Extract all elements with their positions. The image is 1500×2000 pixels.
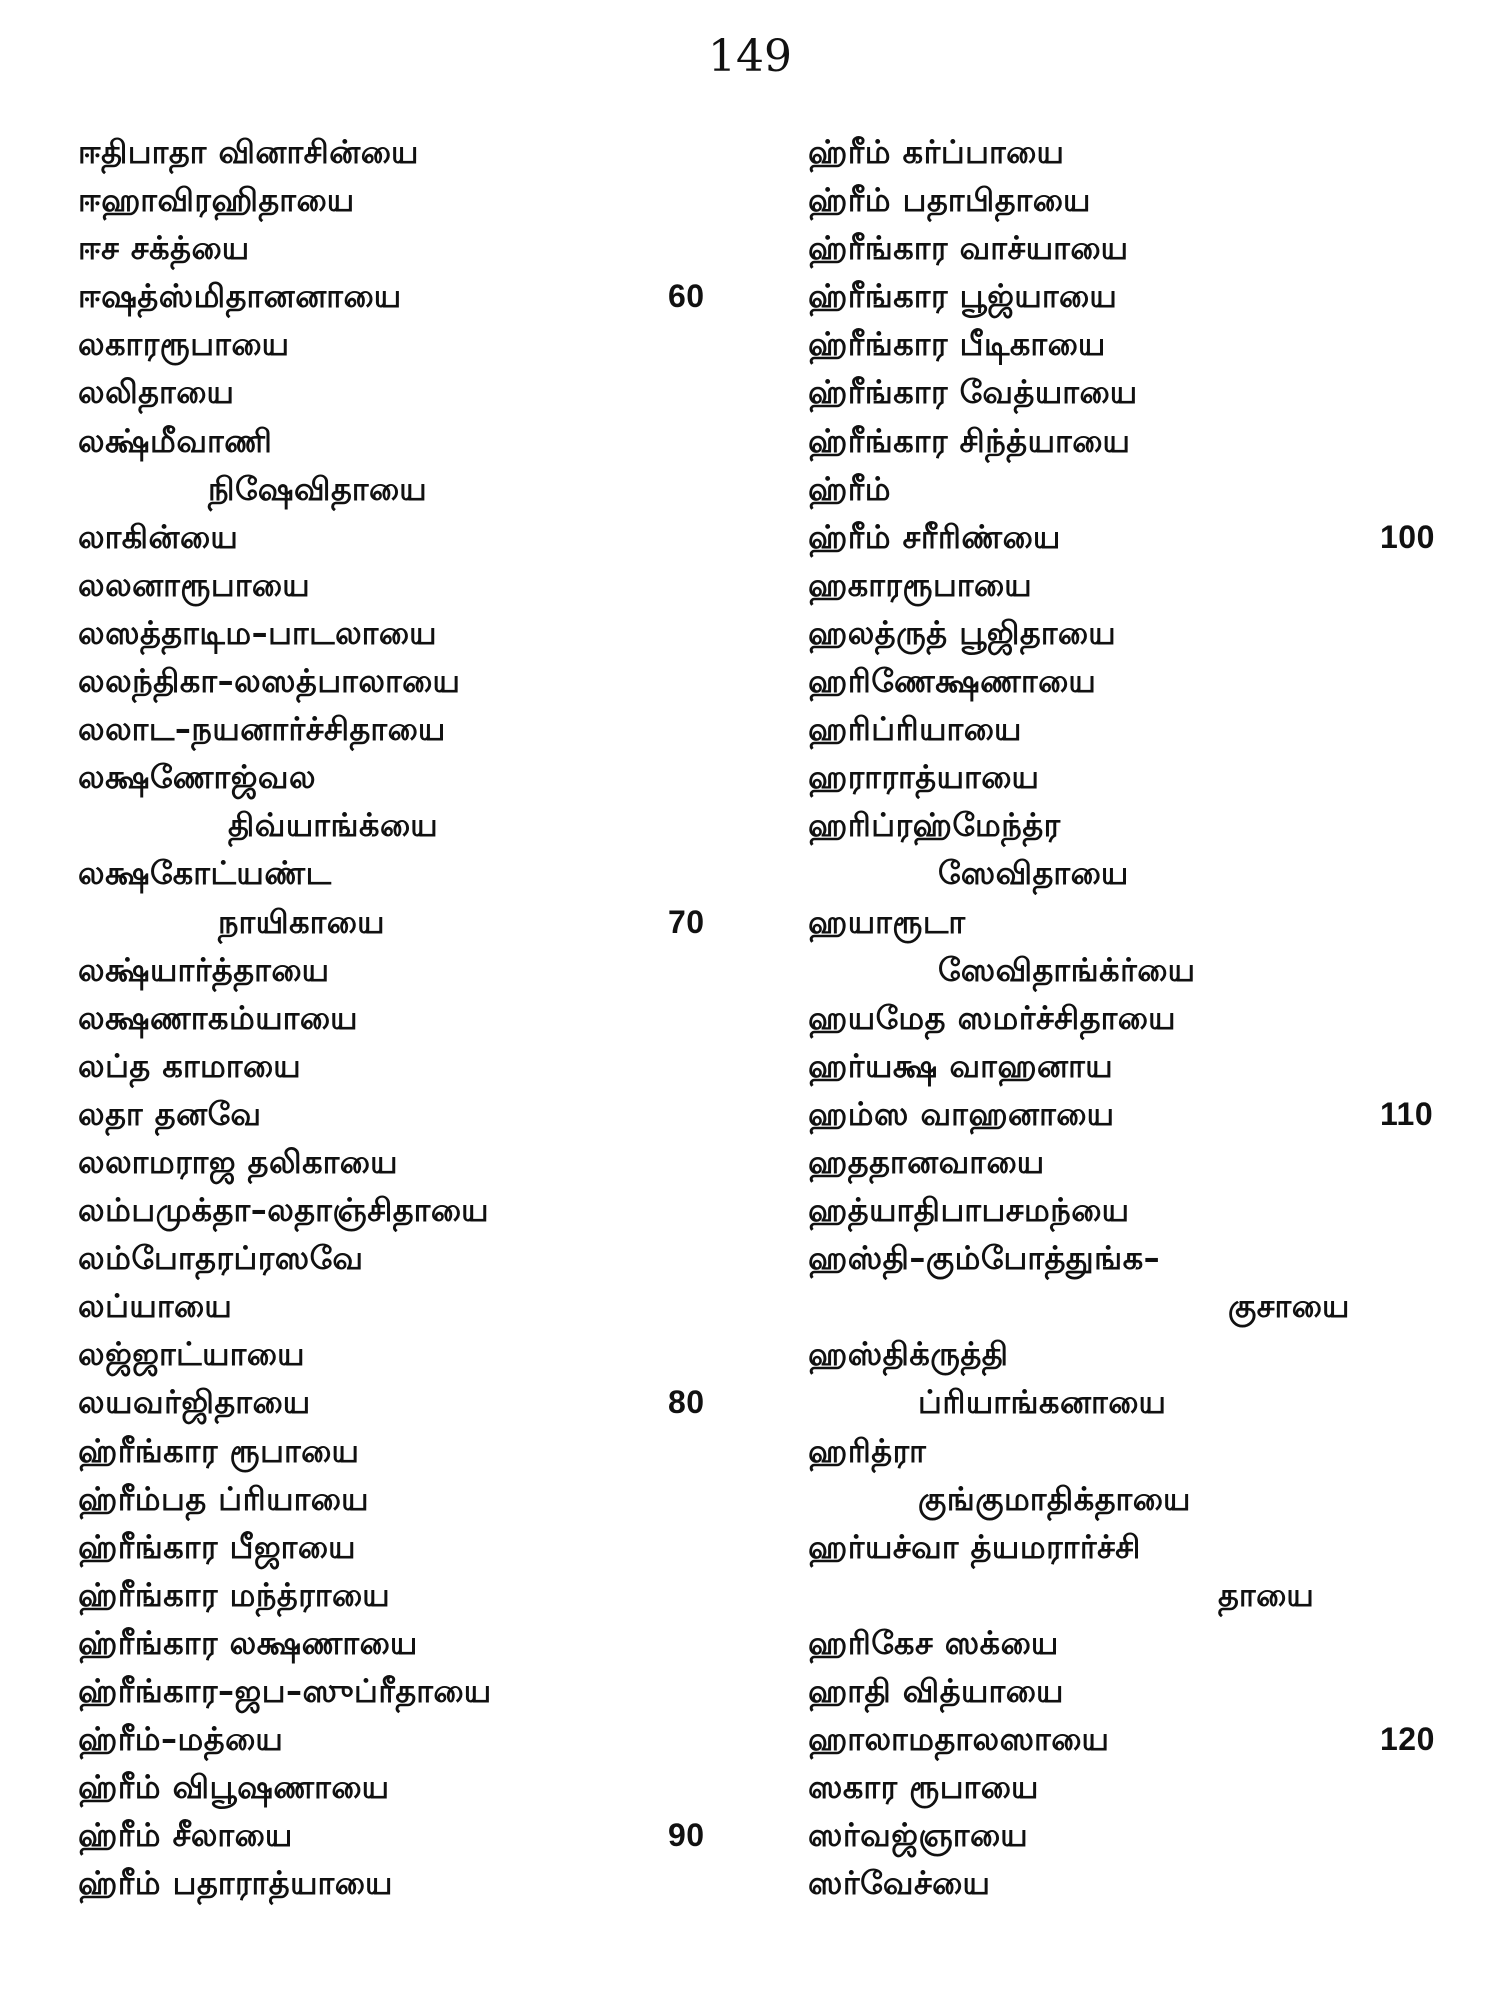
entry-text: ஹ்ரீம் பதாராத்யாயை — [78, 1864, 393, 1903]
entry-text: ஹ்ரீம் சீலாயை — [78, 1816, 293, 1855]
list-item — [808, 705, 1458, 753]
entry-text: ஹகாரரூபாயை — [808, 565, 1033, 604]
list-item — [78, 1619, 758, 1667]
list-item — [808, 994, 1458, 1042]
list-item — [808, 609, 1458, 657]
list-item — [78, 1234, 758, 1282]
list-item — [78, 946, 758, 994]
list-item — [78, 272, 758, 320]
list-item — [78, 1859, 758, 1907]
list-item — [78, 657, 758, 705]
entry-text: ஈதிபாதா வினாசின்யை — [78, 133, 419, 171]
list-item — [78, 705, 758, 753]
list-item-continuation — [808, 1282, 1458, 1330]
entry-text: ஸேவிதாயை — [938, 854, 1129, 893]
entry-text: ஈஹாவிரஹிதாயை — [78, 181, 355, 220]
entry-text: லப்த காமாயை — [78, 1046, 302, 1085]
entry-text: ஹரிகேச ஸக்யை — [808, 1623, 1059, 1662]
entry-number: 60 — [668, 278, 705, 315]
list-item — [808, 1715, 1458, 1763]
list-item — [78, 849, 758, 897]
entry-text: லாகின்யை — [78, 517, 239, 556]
list-item — [808, 1330, 1458, 1378]
entry-text: ஸர்வஜ்ஞாயை — [808, 1816, 1029, 1855]
entry-text: லலனாரூபாயை — [78, 565, 311, 604]
list-item — [808, 1763, 1458, 1811]
entry-text: ஸர்வேச்யை — [808, 1864, 991, 1903]
entry-text: ஹ்ரீம்–மத்யை — [78, 1720, 284, 1759]
entry-text: திவ்யாங்க்யை — [228, 806, 439, 845]
list-item — [808, 1042, 1458, 1090]
entry-text: ஹர்யச்வா த்யமரார்ச்சி — [808, 1527, 1141, 1566]
list-item-continuation — [808, 1571, 1458, 1619]
entry-text: ஹ்ரீம்பத ப்ரியாயை — [78, 1479, 370, 1518]
list-item — [808, 176, 1458, 224]
entry-text: லம்போதரப்ரஸவே — [78, 1239, 364, 1278]
entry-text: ஹ்ரீங்கார வாச்யாயை — [808, 229, 1129, 268]
list-item — [808, 1619, 1458, 1667]
entry-text: லக்ஷகோட்யண்ட — [78, 854, 332, 893]
entry-text: தாயை — [1218, 1575, 1315, 1614]
list-item — [78, 1042, 758, 1090]
entry-text: லக்ஷணாகம்யாயை — [78, 998, 359, 1037]
entry-text: லக்ஷ்மீவாணி — [78, 421, 273, 460]
list-item-continuation — [78, 801, 758, 849]
list-item — [78, 1763, 758, 1811]
entry-text: லம்பமுக்தா–லதாஞ்சிதாயை — [78, 1191, 490, 1230]
entry-text: லலிதாயை — [78, 373, 235, 412]
entry-text: ஹாதி வித்யாயை — [808, 1672, 1064, 1710]
entry-text: ஹ்ரீம் பதாபிதாயை — [808, 181, 1091, 220]
entry-text: ஹ்ரீங்கார பூஜ்யாயை — [808, 277, 1118, 316]
list-item — [808, 1667, 1458, 1715]
entry-text: ஹததானவாயை — [808, 1142, 1045, 1181]
list-item — [78, 1475, 758, 1523]
entry-text: ஹ்ரீங்கார ரூபாயை — [78, 1431, 360, 1470]
list-item — [78, 368, 758, 416]
entry-text: லயவர்ஜிதாயை — [78, 1383, 311, 1422]
entry-text: ஹர்யக்ஷ வாஹனாய — [808, 1046, 1114, 1085]
list-item — [808, 1523, 1458, 1571]
entry-text: ஹரிணேக்ஷணாயை — [808, 662, 1097, 701]
right-column — [808, 128, 1458, 1907]
entry-number: 90 — [668, 1817, 705, 1854]
list-item — [808, 1186, 1458, 1234]
left-column — [78, 128, 758, 1907]
list-item — [78, 1667, 758, 1715]
list-item — [808, 417, 1458, 465]
entry-text: ஹ்ரீங்கார பீஜாயை — [78, 1527, 357, 1566]
entry-text: லலாமராஜ தலிகாயை — [78, 1142, 399, 1181]
entry-text: ஹ்ரீங்கார–ஜப–ஸுப்ரீதாயை — [78, 1672, 492, 1710]
list-item — [78, 1427, 758, 1475]
entry-text: ஹ்ரீம் கர்ப்பாயை — [808, 133, 1065, 171]
entry-text: லகாரரூபாயை — [78, 325, 290, 364]
entry-number: 100 — [1380, 518, 1435, 555]
entry-text: நாயிகாயை — [218, 902, 385, 941]
list-item — [808, 465, 1458, 513]
list-item — [78, 561, 758, 609]
list-item — [78, 1378, 758, 1426]
entry-text: ஹ்ரீங்கார பீடிகாயை — [808, 325, 1106, 364]
list-item — [808, 1234, 1458, 1282]
list-item — [808, 561, 1458, 609]
entry-number: 70 — [668, 903, 705, 940]
entry-text: குசாயை — [1228, 1287, 1350, 1326]
list-item — [808, 128, 1458, 176]
entry-text: லப்யாயை — [78, 1287, 233, 1326]
list-item — [808, 898, 1458, 946]
list-item — [808, 753, 1458, 801]
entry-text: ஹஸ்தி–கும்போத்துங்க– — [808, 1239, 1161, 1278]
list-item — [78, 513, 758, 561]
entry-text: லதா தனவே — [78, 1094, 262, 1133]
entry-text: லஜ்ஜாட்யாயை — [78, 1335, 305, 1374]
entry-text: லக்ஷ்யார்த்தாயை — [78, 950, 330, 989]
entry-text: ஹாலாமதாலஸாயை — [808, 1720, 1110, 1759]
entry-text: ஹத்யாதிபாபசமந்யை — [808, 1191, 1130, 1230]
list-item — [808, 224, 1458, 272]
entry-text: ஹலத்ருத் பூஜிதாயை — [808, 613, 1117, 652]
list-item — [78, 994, 758, 1042]
entry-text: ஹ்ரீம் விபூஷணாயை — [78, 1768, 390, 1807]
entry-text: ஹரிப்ரியாயை — [808, 710, 1022, 749]
entry-text: ஹ்ரீம் — [808, 469, 891, 508]
list-item — [78, 128, 758, 176]
list-item — [78, 1186, 758, 1234]
entry-number: 110 — [1380, 1095, 1434, 1132]
list-item — [78, 1330, 758, 1378]
list-item — [78, 417, 758, 465]
list-item — [78, 176, 758, 224]
entry-number: 80 — [668, 1384, 705, 1421]
entry-text: லலந்திகா–லஸத்பாலாயை — [78, 662, 461, 701]
list-item — [808, 320, 1458, 368]
list-item — [78, 1715, 758, 1763]
entry-text: லலாட–நயனார்ச்சிதாயை — [78, 710, 446, 749]
list-item — [808, 657, 1458, 705]
list-item — [78, 1138, 758, 1186]
entry-text: ஹராராத்யாயை — [808, 758, 1040, 797]
entry-text: ஈஷத்ஸ்மிதானனாயை — [78, 277, 402, 316]
list-item — [808, 272, 1458, 320]
entry-text: ஸகார ரூபாயை — [808, 1768, 1039, 1807]
list-item-continuation — [78, 898, 758, 946]
entry-text: ஹ்ரீங்கார மந்த்ராயை — [78, 1575, 391, 1614]
list-item — [808, 513, 1458, 561]
list-item — [78, 320, 758, 368]
entry-text: ஹ்ரீங்கார லக்ஷணாயை — [78, 1623, 418, 1662]
list-item-continuation — [808, 1378, 1458, 1426]
list-item-continuation — [78, 465, 758, 513]
list-item — [808, 368, 1458, 416]
entry-text: ஹயமேத ஸமர்ச்சிதாயை — [808, 998, 1177, 1037]
list-item — [78, 1090, 758, 1138]
entry-text: ஹரிப்ரஹ்மேந்த்ர — [808, 806, 1061, 845]
entry-text: ப்ரியாங்கனாயை — [918, 1383, 1167, 1422]
list-item — [78, 1282, 758, 1330]
list-item-continuation — [808, 849, 1458, 897]
entry-text: ஹஸ்திக்ருத்தி — [808, 1335, 1009, 1374]
list-item — [808, 801, 1458, 849]
list-item — [808, 1427, 1458, 1475]
list-item — [808, 1811, 1458, 1859]
entry-number: 120 — [1380, 1721, 1435, 1758]
list-item — [808, 1138, 1458, 1186]
list-item — [78, 1523, 758, 1571]
list-item — [808, 1859, 1458, 1907]
entry-text: ஹம்ஸ வாஹனாயை — [808, 1094, 1115, 1133]
entry-text: குங்குமாதிக்தாயை — [918, 1479, 1191, 1518]
list-item — [78, 1811, 758, 1859]
list-item — [808, 1090, 1458, 1138]
list-item — [78, 753, 758, 801]
list-item — [78, 224, 758, 272]
page-number: 149 — [708, 31, 792, 82]
entry-text: லஸத்தாடிம–பாடலாயை — [78, 613, 438, 652]
entry-text: ஹரித்ரா — [808, 1431, 927, 1470]
entry-text: ஹ்ரீங்கார சிந்த்யாயை — [808, 421, 1131, 460]
entry-text: ஹ்ரீம் சரீரிண்யை — [808, 517, 1061, 556]
entry-text: ஸேவிதாங்க்ர்யை — [938, 950, 1196, 989]
list-item-continuation — [808, 946, 1458, 994]
list-item — [78, 1571, 758, 1619]
entry-text: ஹ்ரீங்கார வேத்யாயை — [808, 373, 1138, 412]
entry-text: லக்ஷணோஜ்வல — [78, 758, 317, 797]
entry-text: நிஷேவிதாயை — [208, 469, 428, 508]
list-item-continuation — [808, 1475, 1458, 1523]
entry-text: ஹயாரூடா — [808, 902, 966, 941]
entry-text: ஈச சக்த்யை — [78, 229, 250, 268]
list-item — [78, 609, 758, 657]
